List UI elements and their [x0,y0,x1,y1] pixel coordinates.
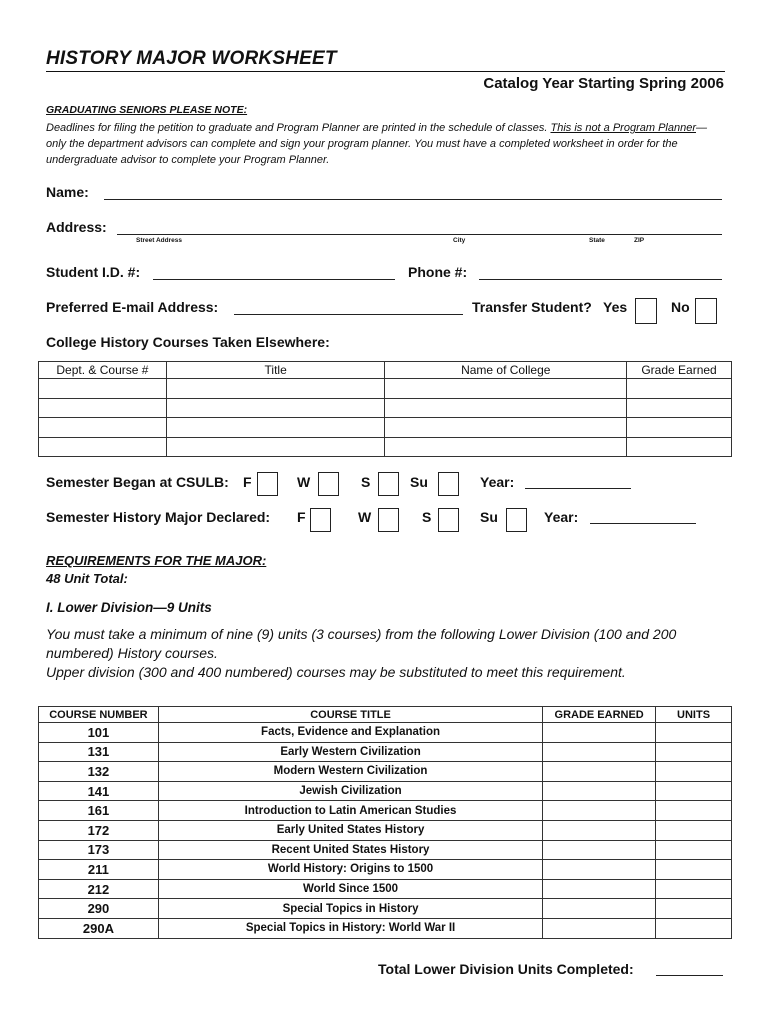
declared-w-label: W [358,509,372,525]
note-text-b: —only the department advisors can complete and sign your program planner. You must have a completed worksheet in order for the undergraduate advisor to complete your Program Planner. [46,122,707,166]
units-cell[interactable] [656,860,732,880]
transfer-label: Transfer Student? [472,299,592,315]
grade-cell[interactable] [543,723,656,743]
title-rule [46,71,725,72]
grade-cell[interactable] [543,860,656,880]
declared-su-checkbox[interactable] [506,508,527,532]
transfer-no-checkbox[interactable] [695,298,717,324]
table-row [39,437,732,457]
unit-total: 48 Unit Total: [46,571,128,586]
began-s-checkbox[interactable] [378,472,399,496]
address-field[interactable] [117,234,722,235]
col-grade: Grade Earned [627,362,732,379]
col-dept-course: Dept. & Course # [39,362,167,379]
course-number: 173 [39,840,159,860]
began-s-label: S [361,474,371,490]
cell[interactable] [627,379,732,399]
elsewhere-header-row [39,362,732,379]
cell[interactable] [166,379,385,399]
grade-cell[interactable] [543,918,656,938]
col-grade-earned: GRADE EARNED [543,707,656,723]
course-title: Early United States History [158,820,542,840]
units-cell[interactable] [656,918,732,938]
course-number: 161 [39,801,159,821]
units-cell[interactable] [656,840,732,860]
lower-division-table [38,706,732,939]
course-title: Facts, Evidence and Explanation [158,723,542,743]
grade-cell[interactable] [543,820,656,840]
transfer-yes-checkbox[interactable] [635,298,657,324]
cell[interactable] [39,437,167,457]
table-row [39,918,732,938]
table-row [39,762,732,782]
grade-cell[interactable] [543,879,656,899]
zip-sublabel: ZIP [634,237,645,244]
note-body [46,120,726,168]
began-year-label: Year: [480,474,515,490]
units-cell[interactable] [656,742,732,762]
course-title: Recent United States History [158,840,542,860]
cell[interactable] [385,379,627,399]
grade-cell[interactable] [543,840,656,860]
col-units: UNITS [656,707,732,723]
declared-s-label: S [422,509,432,525]
col-course-title: COURSE TITLE [158,707,542,723]
lower-division-text [46,625,736,682]
transfer-yes-label: Yes [603,299,628,315]
cell[interactable] [385,437,627,457]
table-row [39,781,732,801]
course-title: Jewish Civilization [158,781,542,801]
table-row [39,879,732,899]
cell[interactable] [385,418,627,438]
units-cell[interactable] [656,723,732,743]
declared-s-checkbox[interactable] [438,508,459,532]
elsewhere-table [38,361,732,457]
table-row [39,418,732,438]
course-number: 290A [39,918,159,938]
cell[interactable] [166,418,385,438]
declared-f-checkbox[interactable] [310,508,331,532]
name-field[interactable] [104,199,722,200]
table-row [39,801,732,821]
semester-declared-label: Semester History Major Declared: [46,509,271,525]
table-row [39,742,732,762]
course-number: 101 [39,723,159,743]
semester-began-label: Semester Began at CSULB: [46,474,229,490]
course-title: World History: Origins to 1500 [158,860,542,880]
street-sublabel: Street Address [136,237,182,244]
declared-year-label: Year: [544,509,579,525]
table-row [39,723,732,743]
city-sublabel: City [453,237,466,244]
course-number: 131 [39,742,159,762]
grade-cell[interactable] [543,742,656,762]
cell[interactable] [627,437,732,457]
units-cell[interactable] [656,899,732,919]
cell[interactable] [39,418,167,438]
grade-cell[interactable] [543,899,656,919]
phone-field[interactable] [479,279,722,280]
page-title: HISTORY MAJOR WORKSHEET [46,48,337,69]
total-units-label: Total Lower Division Units Completed: [378,961,634,977]
note-heading: GRADUATING SENIORS PLEASE NOTE: [46,104,248,116]
units-cell[interactable] [656,762,732,782]
declared-year-field[interactable] [590,523,696,524]
course-number: 141 [39,781,159,801]
lower-division-text-1: You must take a minimum of nine (9) units (3 courses) from the following Lower Division (100 and 200 numbered) History courses. [46,626,677,661]
state-sublabel: State [589,237,605,244]
transfer-no-label: No [671,299,690,315]
declared-f-label: F [297,509,306,525]
name-label: Name: [46,184,89,200]
declared-su-label: Su [480,509,498,525]
cell[interactable] [627,418,732,438]
table-row [39,820,732,840]
began-year-field[interactable] [525,488,631,489]
units-cell[interactable] [656,879,732,899]
col-title: Title [166,362,385,379]
table-row [39,860,732,880]
course-title: Early Western Civilization [158,742,542,762]
col-college: Name of College [385,362,627,379]
began-su-label: Su [410,474,428,490]
units-cell[interactable] [656,781,732,801]
cell[interactable] [39,398,167,418]
units-cell[interactable] [656,820,732,840]
began-w-checkbox[interactable] [318,472,339,496]
table-row [39,379,732,399]
col-course-number: COURSE NUMBER [39,707,159,723]
course-number: 132 [39,762,159,782]
began-su-checkbox[interactable] [438,472,459,496]
lower-header-row [39,707,732,723]
began-f-checkbox[interactable] [257,472,278,496]
cell[interactable] [627,398,732,418]
began-f-label: F [243,474,252,490]
cell[interactable] [166,437,385,457]
note-emphasis: This is not a Program Planner [550,122,696,134]
student-id-label: Student I.D. #: [46,264,141,280]
lower-division-heading: I. Lower Division—9 Units [46,600,212,615]
table-row [39,398,732,418]
units-cell[interactable] [656,801,732,821]
elsewhere-heading: College History Courses Taken Elsewhere: [46,334,330,350]
course-number: 212 [39,879,159,899]
student-id-field[interactable] [153,279,395,280]
course-number: 290 [39,899,159,919]
grade-cell[interactable] [543,781,656,801]
phone-label: Phone #: [408,264,468,280]
course-title: Introduction to Latin American Studies [158,801,542,821]
requirements-heading: REQUIREMENTS FOR THE MAJOR: [46,553,267,568]
catalog-year: Catalog Year Starting Spring 2006 [483,75,724,92]
course-number: 211 [39,860,159,880]
email-label: Preferred E-mail Address: [46,299,219,315]
declared-w-checkbox[interactable] [378,508,399,532]
course-title: Special Topics in History: World War II [158,918,542,938]
note-text-a: Deadlines for filing the petition to graduate and Program Planner are printed in the schedule of classes. [46,122,551,134]
course-title: World Since 1500 [158,879,542,899]
course-number: 172 [39,820,159,840]
table-row [39,840,732,860]
began-w-label: W [297,474,311,490]
address-label: Address: [46,219,107,235]
table-row [39,899,732,919]
grade-cell[interactable] [543,762,656,782]
lower-division-text-2: Upper division (300 and 400 numbered) courses may be substituted to meet this requirement. [46,664,626,680]
cell[interactable] [39,379,167,399]
cell[interactable] [385,398,627,418]
grade-cell[interactable] [543,801,656,821]
cell[interactable] [166,398,385,418]
course-title: Modern Western Civilization [158,762,542,782]
total-units-field[interactable] [656,975,723,976]
email-field[interactable] [234,314,463,315]
course-title: Special Topics in History [158,899,542,919]
